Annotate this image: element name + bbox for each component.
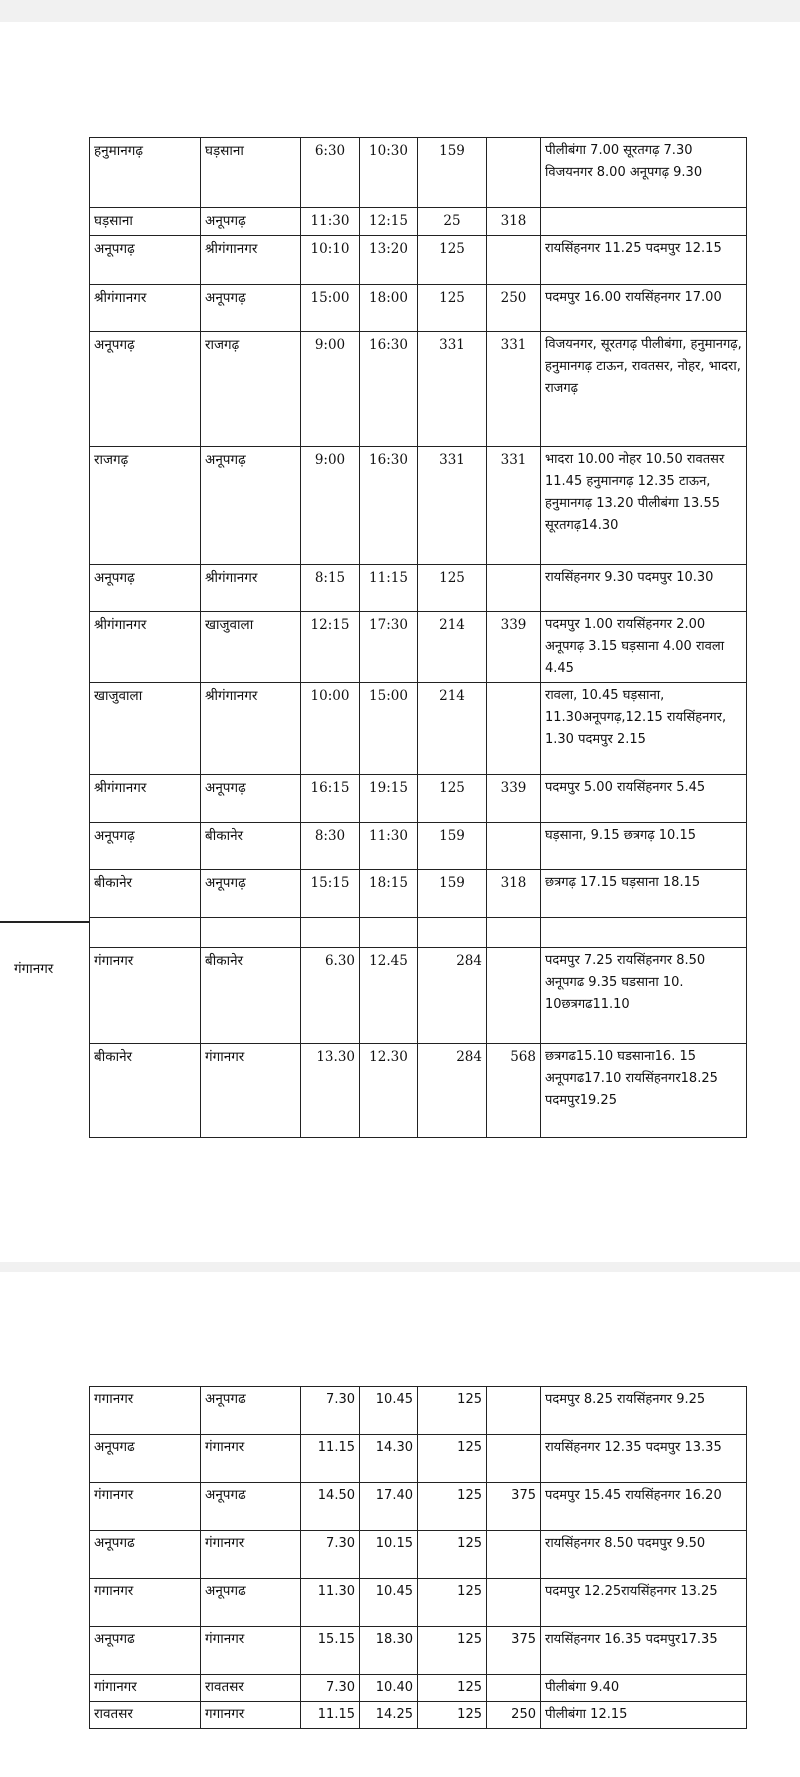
km-cell: 125: [418, 565, 487, 612]
departure-cell: 8:15: [301, 565, 360, 612]
to-cell: बीकानेर: [201, 948, 301, 1044]
table-row: [90, 1531, 747, 1579]
table-row: [90, 138, 747, 208]
km-cell: 125: [418, 1387, 487, 1435]
km-cell: 331: [418, 332, 487, 447]
from-cell: श्रीगंगानगर: [90, 775, 201, 823]
from-cell: अनूपगढ: [90, 1627, 201, 1675]
to-cell: राजगढ़: [201, 332, 301, 447]
total-km-cell: 250: [487, 285, 541, 332]
via-stops-cell: रायसिंहनगर 9.30 पदमपुर 10.30: [541, 565, 747, 612]
total-km-cell: 568: [487, 1044, 541, 1138]
to-cell: गंगानगर: [201, 1044, 301, 1138]
table-row-empty: [90, 918, 747, 948]
table-row: [90, 775, 747, 823]
arrival-cell: 12:15: [360, 208, 418, 236]
via-stops-cell: पदमपुर 8.25 रायसिंहनगर 9.25: [541, 1387, 747, 1435]
table-row: [90, 683, 747, 775]
to-cell: खाजुवाला: [201, 612, 301, 683]
via-stops-cell: पदमपुर 7.25 रायसिंहनगर 8.50 अनूपगढ 9.35 घडसाना 10. 10छत्रगढ11.10: [541, 948, 747, 1044]
via-stops-cell: छत्रगढ़ 17.15 घड़साना 18.15: [541, 870, 747, 918]
departure-cell: 14.50: [301, 1483, 360, 1531]
to-cell: अनूपगढ़: [201, 447, 301, 565]
via-stops-cell: [541, 918, 747, 948]
km-cell: 159: [418, 823, 487, 870]
departure-cell: 6.30: [301, 948, 360, 1044]
km-cell: 125: [418, 1435, 487, 1483]
to-cell: श्रीगंगानगर: [201, 565, 301, 612]
km-cell: 125: [418, 1627, 487, 1675]
km-cell: 159: [418, 138, 487, 208]
from-cell: अनूपगढ: [90, 1435, 201, 1483]
to-cell: घड़साना: [201, 138, 301, 208]
km-cell: 214: [418, 612, 487, 683]
total-km-cell: [487, 823, 541, 870]
table-row: [90, 948, 747, 1044]
km-cell: 125: [418, 1483, 487, 1531]
arrival-cell: 12.30: [360, 1044, 418, 1138]
arrival-cell: 10.15: [360, 1531, 418, 1579]
via-stops-cell: छत्रगढ15.10 घडसाना16. 15 अनूपगढ17.10 रायसिंहनगर18.25 पदमपुर19.25: [541, 1044, 747, 1138]
via-stops-cell: रायसिंहनगर 8.50 पदमपुर 9.50: [541, 1531, 747, 1579]
arrival-cell: 14.25: [360, 1702, 418, 1729]
total-km-cell: 318: [487, 208, 541, 236]
table-row: [90, 612, 747, 683]
total-km-cell: 250: [487, 1702, 541, 1729]
top-gap-band: [0, 0, 800, 22]
via-stops-cell: पदमपुर 16.00 रायसिंहनगर 17.00: [541, 285, 747, 332]
table-row: [90, 236, 747, 285]
via-stops-cell: भादरा 10.00 नोहर 10.50 रावतसर 11.45 हनुमानगढ़ 12.35 टाऊन, हनुमानगढ़ 13.20 पीलीबंगा 13.55 सूरतगढ़14.30: [541, 447, 747, 565]
to-cell: अनूपगढ़: [201, 775, 301, 823]
table-row: [90, 1387, 747, 1435]
total-km-cell: [487, 1435, 541, 1483]
table-row: [90, 823, 747, 870]
via-stops-cell: पीलीबंगा 9.40: [541, 1675, 747, 1702]
middle-gap-band: [0, 1262, 800, 1272]
to-cell: गंगानगर: [201, 1627, 301, 1675]
via-stops-cell: रायसिंहनगर 16.35 पदमपुर17.35: [541, 1627, 747, 1675]
arrival-cell: 15:00: [360, 683, 418, 775]
from-cell: हनुमानगढ़: [90, 138, 201, 208]
km-cell: 125: [418, 1702, 487, 1729]
arrival-cell: 14.30: [360, 1435, 418, 1483]
from-cell: अनूपगढ़: [90, 332, 201, 447]
via-stops-cell: पदमपुर 5.00 रायसिंहनगर 5.45: [541, 775, 747, 823]
to-cell: अनूपगढ़: [201, 285, 301, 332]
km-cell: 125: [418, 1675, 487, 1702]
arrival-cell: 17.40: [360, 1483, 418, 1531]
from-cell: राजगढ़: [90, 447, 201, 565]
via-stops-cell: पीलीबंगा 7.00 सूरतगढ़ 7.30 विजयनगर 8.00 अनूपगढ़ 9.30: [541, 138, 747, 208]
to-cell: गंगानगर: [201, 1531, 301, 1579]
table-row: [90, 447, 747, 565]
km-cell: 284: [418, 1044, 487, 1138]
km-cell: 125: [418, 1531, 487, 1579]
to-cell: गंगानगर: [201, 1435, 301, 1483]
arrival-cell: 16:30: [360, 447, 418, 565]
departure-cell: 16:15: [301, 775, 360, 823]
to-cell: अनूपगढ: [201, 1483, 301, 1531]
km-cell: 25: [418, 208, 487, 236]
total-km-cell: [487, 918, 541, 948]
km-cell: 331: [418, 447, 487, 565]
table-row: [90, 208, 747, 236]
via-stops-cell: घड़साना, 9.15 छत्रगढ़ 10.15: [541, 823, 747, 870]
km-cell: 125: [418, 775, 487, 823]
arrival-cell: 18:15: [360, 870, 418, 918]
arrival-cell: 16:30: [360, 332, 418, 447]
arrival-cell: 11:15: [360, 565, 418, 612]
table-row: [90, 1483, 747, 1531]
from-cell: श्रीगंगानगर: [90, 612, 201, 683]
departure-cell: 7.30: [301, 1675, 360, 1702]
schedule-table-2: [89, 1386, 747, 1729]
from-cell: गगानगर: [90, 1579, 201, 1627]
arrival-cell: 10.45: [360, 1387, 418, 1435]
via-stops-cell: पदमपुर 1.00 रायसिंहनगर 2.00 अनूपगढ़ 3.15 घड़साना 4.00 रावला 4.45: [541, 612, 747, 683]
departure-cell: [301, 918, 360, 948]
via-stops-cell: रायसिंहनगर 12.35 पदमपुर 13.35: [541, 1435, 747, 1483]
total-km-cell: [487, 1387, 541, 1435]
total-km-cell: 331: [487, 332, 541, 447]
total-km-cell: [487, 1675, 541, 1702]
departure-cell: 7.30: [301, 1531, 360, 1579]
departure-cell: 11.15: [301, 1435, 360, 1483]
arrival-cell: 10.45: [360, 1579, 418, 1627]
departure-cell: 12:15: [301, 612, 360, 683]
departure-cell: 6:30: [301, 138, 360, 208]
from-cell: बीकानेर: [90, 870, 201, 918]
to-cell: श्रीगंगानगर: [201, 683, 301, 775]
km-cell: 125: [418, 236, 487, 285]
via-stops-cell: रायसिंहनगर 11.25 पदमपुर 12.15: [541, 236, 747, 285]
side-divider: [0, 921, 89, 923]
to-cell: रावतसर: [201, 1675, 301, 1702]
departure-cell: 11.30: [301, 1579, 360, 1627]
from-cell: गगानगर: [90, 1387, 201, 1435]
to-cell: अनूपगढ: [201, 1579, 301, 1627]
arrival-cell: [360, 918, 418, 948]
to-cell: बीकानेर: [201, 823, 301, 870]
total-km-cell: [487, 1579, 541, 1627]
departure-cell: 15:00: [301, 285, 360, 332]
from-cell: घड़साना: [90, 208, 201, 236]
from-cell: गांगानगर: [90, 1675, 201, 1702]
arrival-cell: 10:30: [360, 138, 418, 208]
via-stops-cell: रावला, 10.45 घड़साना, 11.30अनूपगढ़,12.15 रायसिंहनगर, 1.30 पदमपुर 2.15: [541, 683, 747, 775]
total-km-cell: 375: [487, 1483, 541, 1531]
km-cell: 125: [418, 1579, 487, 1627]
table-row: [90, 1044, 747, 1138]
table-row: [90, 1702, 747, 1729]
total-km-cell: [487, 948, 541, 1044]
from-cell: अनूपगढ़: [90, 823, 201, 870]
total-km-cell: 318: [487, 870, 541, 918]
total-km-cell: [487, 565, 541, 612]
km-cell: 284: [418, 948, 487, 1044]
departure-cell: 15:15: [301, 870, 360, 918]
table-row: [90, 1627, 747, 1675]
from-cell: बीकानेर: [90, 1044, 201, 1138]
table-row: [90, 870, 747, 918]
table-row: [90, 1435, 747, 1483]
arrival-cell: 13:20: [360, 236, 418, 285]
via-stops-cell: [541, 208, 747, 236]
total-km-cell: [487, 683, 541, 775]
to-cell: अनूपगढ़: [201, 870, 301, 918]
from-cell: गंगानगर: [90, 1483, 201, 1531]
total-km-cell: [487, 236, 541, 285]
from-cell: अनूपगढ: [90, 1531, 201, 1579]
departure-cell: 9:00: [301, 447, 360, 565]
departure-cell: 8:30: [301, 823, 360, 870]
via-stops-cell: पदमपुर 12.25रायसिंहनगर 13.25: [541, 1579, 747, 1627]
from-cell: श्रीगंगानगर: [90, 285, 201, 332]
table-row: [90, 565, 747, 612]
via-stops-cell: विजयनगर, सूरतगढ़ पीलीबंगा, हनुमानगढ़, हनुमानगढ़ टाऊन, रावतसर, नोहर, भादरा, राजगढ़: [541, 332, 747, 447]
km-cell: 214: [418, 683, 487, 775]
table-row: [90, 332, 747, 447]
schedule-table-1: [89, 137, 747, 1138]
departure-cell: 10:00: [301, 683, 360, 775]
side-region-label: गंगानगर: [14, 961, 54, 977]
to-cell: गगानगर: [201, 1702, 301, 1729]
via-stops-cell: पदमपुर 15.45 रायसिंहनगर 16.20: [541, 1483, 747, 1531]
total-km-cell: [487, 1531, 541, 1579]
departure-cell: 15.15: [301, 1627, 360, 1675]
table-row: [90, 285, 747, 332]
from-cell: [90, 918, 201, 948]
from-cell: गंगानगर: [90, 948, 201, 1044]
total-km-cell: 339: [487, 612, 541, 683]
arrival-cell: 19:15: [360, 775, 418, 823]
to-cell: अनूपगढ़: [201, 208, 301, 236]
departure-cell: 7.30: [301, 1387, 360, 1435]
total-km-cell: 339: [487, 775, 541, 823]
from-cell: रावतसर: [90, 1702, 201, 1729]
to-cell: श्रीगंगानगर: [201, 236, 301, 285]
km-cell: [418, 918, 487, 948]
total-km-cell: 375: [487, 1627, 541, 1675]
table-row: [90, 1675, 747, 1702]
departure-cell: 11:30: [301, 208, 360, 236]
from-cell: अनूपगढ़: [90, 565, 201, 612]
table-row: [90, 1579, 747, 1627]
to-cell: [201, 918, 301, 948]
departure-cell: 10:10: [301, 236, 360, 285]
to-cell: अनूपगढ: [201, 1387, 301, 1435]
km-cell: 159: [418, 870, 487, 918]
via-stops-cell: पीलीबंगा 12.15: [541, 1702, 747, 1729]
total-km-cell: 331: [487, 447, 541, 565]
departure-cell: 9:00: [301, 332, 360, 447]
arrival-cell: 12.45: [360, 948, 418, 1044]
departure-cell: 13.30: [301, 1044, 360, 1138]
departure-cell: 11.15: [301, 1702, 360, 1729]
total-km-cell: [487, 138, 541, 208]
arrival-cell: 10.40: [360, 1675, 418, 1702]
arrival-cell: 11:30: [360, 823, 418, 870]
from-cell: अनूपगढ़: [90, 236, 201, 285]
arrival-cell: 17:30: [360, 612, 418, 683]
arrival-cell: 18.30: [360, 1627, 418, 1675]
from-cell: खाजुवाला: [90, 683, 201, 775]
arrival-cell: 18:00: [360, 285, 418, 332]
km-cell: 125: [418, 285, 487, 332]
